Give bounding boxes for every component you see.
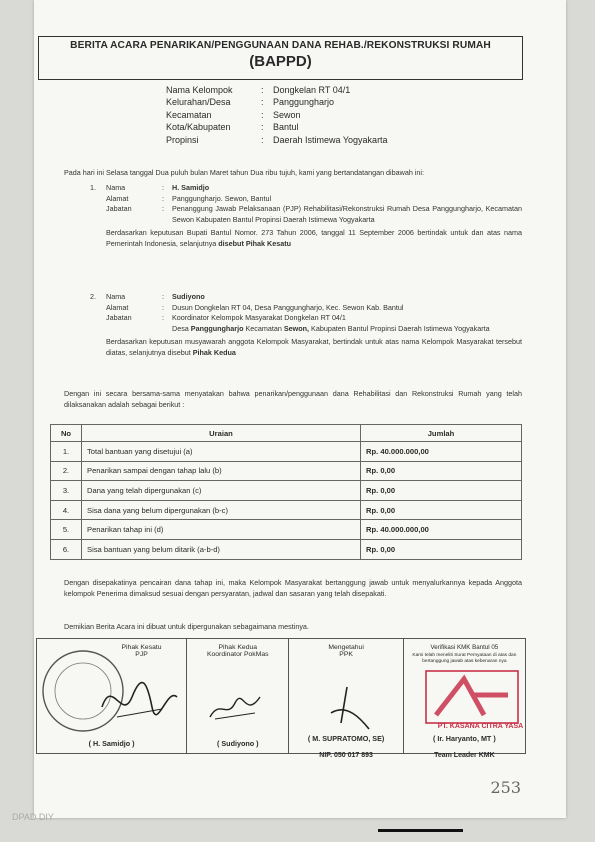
- signature-col-pokmas: Pihak Kedua Koordinator PokMas ( Sudiyono ): [187, 639, 289, 753]
- party-1-basis: Berdasarkan keputusan Bupati Bantul Nomor. 273 Tahun 2006, tanggal 11 September 2006 bertindak untuk dan atas nama Pemerintah Indonesia, selanjutnya disebut Pihak Kesatu: [106, 228, 522, 248]
- company-stamp-icon: [424, 669, 520, 725]
- signature-col-pjp: Pihak Kesatu PJP ( H. Samidjo ): [37, 639, 187, 753]
- signer-name-kmk: ( Ir. Haryanto, MT ): [433, 734, 496, 743]
- info-row: Nama Kelompok : Dongkelan RT 04/1: [166, 85, 351, 95]
- party-2-basis: Berdasarkan keputusan musyawarah anggota Kelompok Masyarakat, bertindak untuk atas nama Kelompok Masyarakat tersebut diatas, selanjutnya disebut Pihak Kedua: [106, 337, 522, 357]
- statement-text: Dengan ini secara bersama-sama menyatakan bahwa penarikan/penggunaan dana Rehabilitasi dan Rekonstruksi Rumah yang telah dilaksanakan adalah sebagai berikut :: [64, 389, 522, 409]
- watermark: DPAD DIY: [12, 812, 54, 822]
- closing-text: Dengan disepakatinya pencairan dana tahap ini, maka Kelompok Masyarakat bertanggung jawab untuk menyalurkannya kepada Anggota kelompok Penerima dimaksud sesuai dengan persyaratan, jadwal dan sasaran yang telah disepakati.: [64, 578, 522, 598]
- party-1: 1. Nama : H. Samidjo Alamat : Panggungharjo. Sewon, Bantul Jabatan : Penanggung Jawab Pelaksanaan (PJP) Rehabilitasi/Rekonstruksi Rumah Desa Panggungharjo, Kecamatan Sewon Kabupaten Bantul Propinsi Daerah Istimewa Yogyakarta Berdasarkan keputusan Bupati Bantul Nomor. 273 Tahun 2006, tanggal 11 September 2006 bertindak untuk dan atas nama Pemerintah Indonesia, selanjutnya disebut Pihak Kesatu: [90, 183, 522, 248]
- signature-col-kmk: Verifikasi KMK Bantul 05 Kami telah meneliti Surat Pernyataan di atas dan bertanggung jawab atas kebenaran nya PT. KASANA CITRA YASA ( Ir. Haryanto, MT ) Team Leader KMK: [404, 639, 525, 753]
- intro-text: Pada hari ini Selasa tanggal Dua puluh bulan Maret tahun Dua ribu tujuh, kami yang bertandatangan dibawah ini:: [64, 168, 425, 177]
- closing-statement: Demikian Berita Acara ini dibuat untuk dipergunakan sebagaimana mestinya.: [64, 622, 309, 631]
- table-row: 2. Penarikan sampai dengan tahap lalu (b) Rp. 0,00: [51, 461, 522, 481]
- signer-name-pokmas: ( Sudiyono ): [217, 739, 259, 748]
- document-abbr: (BAPPD): [249, 53, 312, 70]
- info-row: Kecamatan : Sewon: [166, 109, 301, 120]
- info-row: Kelurahan/Desa : Panggungharjo: [166, 97, 335, 108]
- table-row: 4. Sisa dana yang belum dipergunakan (b-c) Rp. 0,00: [51, 500, 522, 520]
- signature-icon: [92, 667, 182, 727]
- signer-role-kmk: Team Leader KMK: [434, 752, 495, 759]
- company-stamp-text: PT. KASANA CITRA YASA: [437, 723, 524, 730]
- table-row: 1. Total bantuan yang disetujui (a) Rp. 40.000.000,00: [51, 442, 522, 462]
- table-header-row: No Uraian Jumlah: [51, 425, 522, 442]
- signer-nip-ppk: NIP. 050 017 893: [319, 752, 373, 759]
- party-1-name: H. Samidjo: [172, 183, 210, 192]
- document-title: BERITA ACARA PENARIKAN/PENGGUNAAN DANA REHAB./REKONSTRUKSI RUMAH: [70, 40, 491, 51]
- document-header: [38, 36, 523, 80]
- signer-name-pjp: ( H. Samidjo ): [88, 739, 135, 748]
- signature-block: [36, 638, 526, 759]
- handwritten-number: 253: [490, 778, 521, 797]
- signer-name-ppk: ( M. SUPRATOMO, SE): [307, 734, 385, 743]
- party-2: 2. Nama : Sudiyono Alamat : Dusun Dongkelan RT 04, Desa Panggungharjo, Kec. Sewon Kab. Bantul Jabatan : Koordinator Kelompok Masyarakat Dongkelan RT 04/1 Desa Panggungharjo Kecamatan Sewon, Kabupaten Bantul Propinsi Daerah Istimewa Yogyakarta Berdasarkan keputusan musyawarah anggota Kelompok Masyarakat, bertindak untuk atas nama Kelompok Masyarakat tersebut diatas, selanjutnya disebut Pihak Kedua: [90, 292, 522, 357]
- table-row: 5. Penarikan tahap ini (d) Rp. 40.000.000,00: [51, 520, 522, 540]
- table-row: 6. Sisa bantuan yang belum ditarik (a-b-d) Rp. 0,00: [51, 539, 522, 559]
- table-row: 3. Dana yang telah dipergunakan (c) Rp. 0,00: [51, 481, 522, 501]
- signature-icon: [317, 683, 377, 735]
- group-info: [166, 84, 388, 146]
- signature-icon: [205, 689, 265, 725]
- party-2-name: Sudiyono: [172, 292, 205, 301]
- scan-bar: [378, 829, 463, 832]
- info-row: Propinsi : Daerah Istimewa Yogyakarta: [166, 134, 388, 145]
- signature-col-ppk: Mengetahui PPK ( M. SUPRATOMO, SE) NIP. 050 017 893: [289, 639, 403, 753]
- info-row: Kota/Kabupaten : Bantul: [166, 122, 299, 133]
- funds-table: [50, 424, 522, 560]
